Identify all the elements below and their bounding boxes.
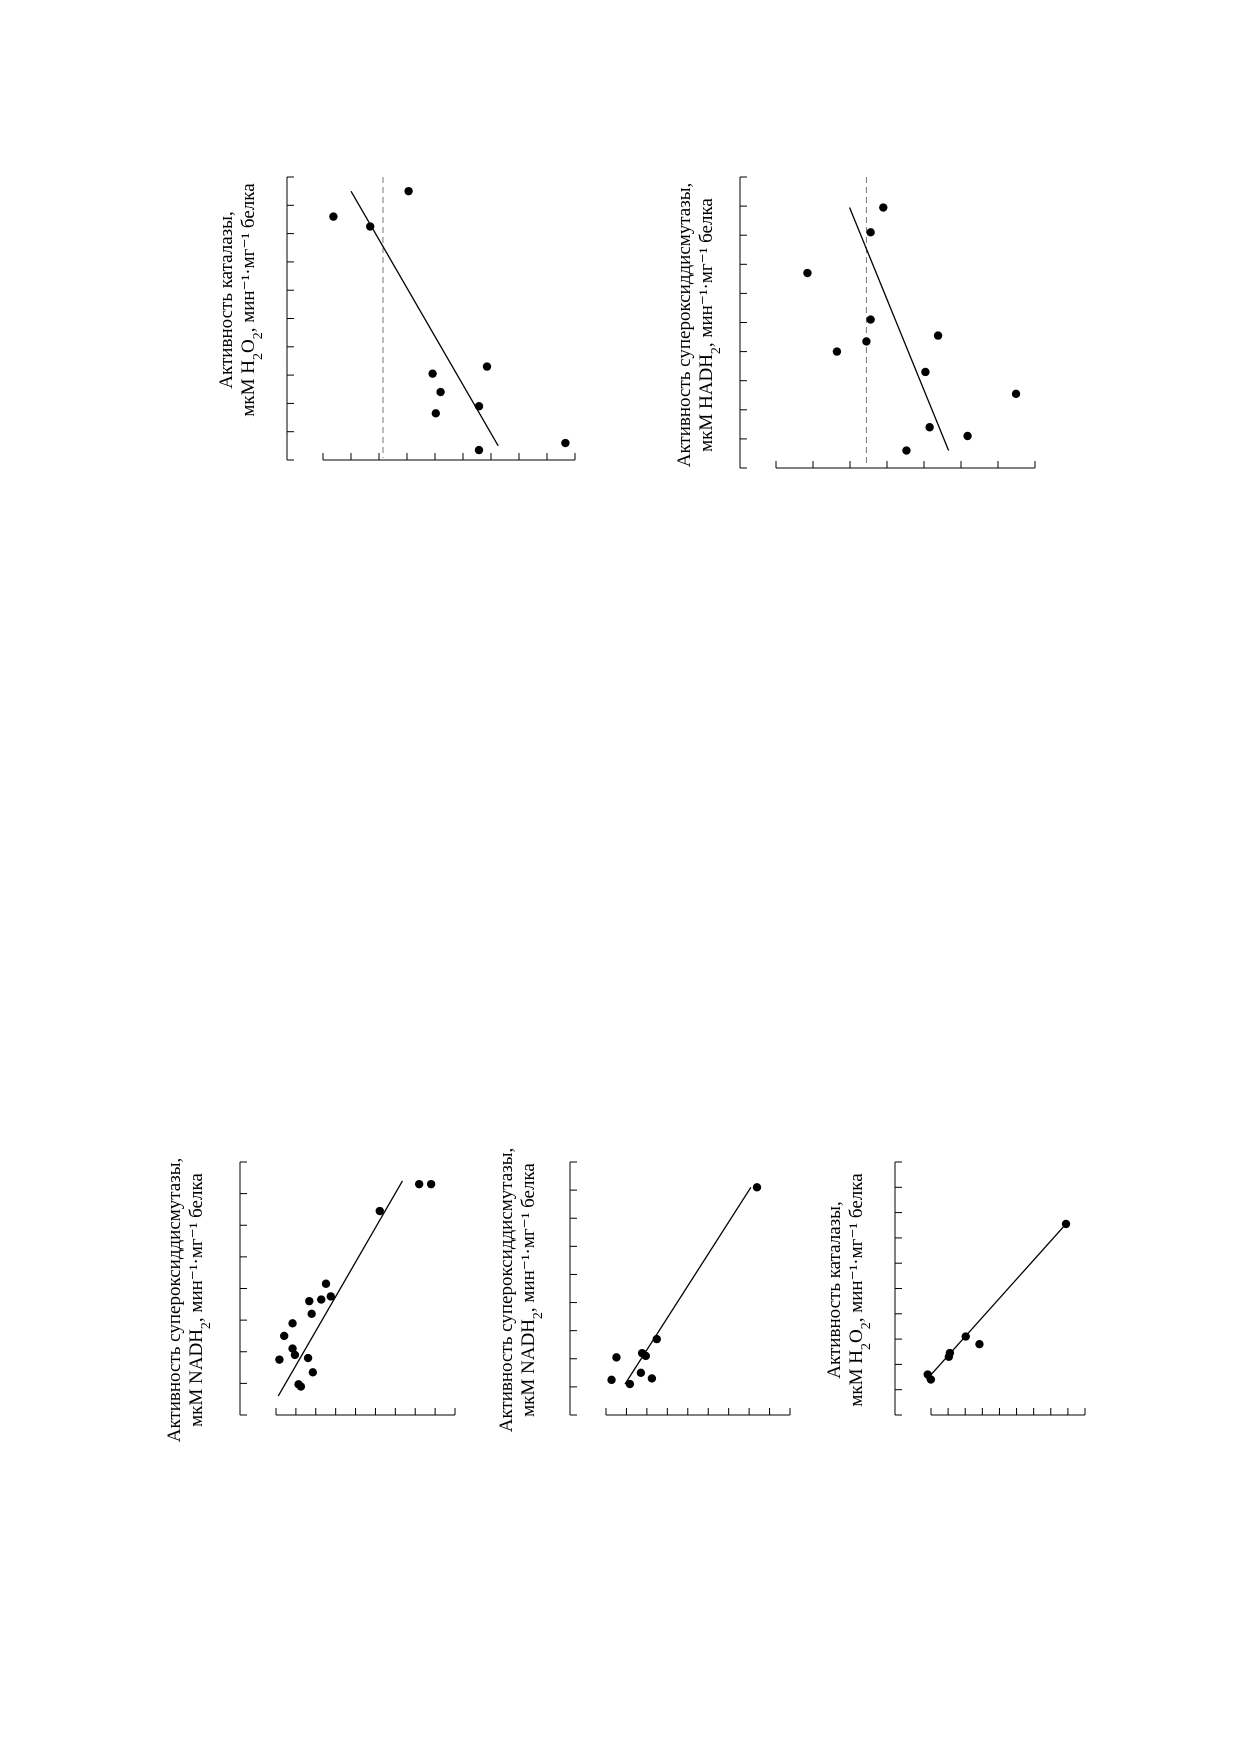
data-point	[637, 1369, 645, 1377]
y-axis-label-line2-mid: O	[846, 1329, 867, 1344]
data-point	[648, 1374, 656, 1382]
y-axis-label	[674, 183, 724, 468]
data-point	[924, 1370, 932, 1378]
chart-panel-3	[164, 1158, 455, 1443]
y-axis-label	[496, 1148, 546, 1433]
data-point	[427, 1180, 435, 1188]
y-axis-label-line1: Активность каталазы,	[216, 211, 237, 389]
chart-panel-1	[216, 177, 575, 460]
data-point	[329, 212, 337, 220]
y-axis-label-subscript: 2	[530, 1312, 546, 1320]
data-point	[475, 446, 483, 454]
data-point	[934, 331, 942, 339]
y-axis-label-line2: мкМ H	[846, 1350, 867, 1407]
fit-line	[278, 1181, 402, 1396]
data-point	[404, 187, 412, 195]
data-point	[294, 1380, 302, 1388]
data-point	[415, 1180, 423, 1188]
y-axis-label-subscript: 2	[858, 1343, 874, 1351]
y-axis-label-line2-mid: O	[238, 339, 259, 354]
data-point	[305, 1297, 313, 1305]
data-point	[921, 368, 929, 376]
chart-panel-2	[674, 177, 1035, 468]
y-axis-label-subscript: 2	[250, 332, 266, 340]
data-point	[638, 1349, 646, 1357]
data-point	[436, 388, 444, 396]
data-point	[280, 1332, 288, 1340]
data-point	[561, 439, 569, 447]
data-point	[946, 1349, 954, 1357]
y-axis-label-subscript: 2	[250, 353, 266, 361]
data-point	[327, 1292, 335, 1300]
y-axis-label	[164, 1158, 214, 1443]
data-point	[275, 1355, 283, 1363]
data-point	[866, 315, 874, 323]
y-axis-label-line2: мкМ НАDН	[696, 354, 717, 452]
data-point	[925, 423, 933, 431]
data-point	[307, 1310, 315, 1318]
y-axis-label	[824, 1173, 874, 1407]
data-point	[862, 337, 870, 345]
data-point	[366, 222, 374, 230]
data-point	[483, 362, 491, 370]
data-point	[653, 1335, 661, 1343]
data-point	[288, 1319, 296, 1327]
data-point	[833, 347, 841, 355]
y-axis-label-line2-suffix: , мин⁻¹·мг⁻¹ белка	[696, 198, 717, 348]
y-axis-label-line2-suffix: , мин⁻¹·мг⁻¹ белка	[518, 1163, 539, 1313]
data-point	[288, 1344, 296, 1352]
fit-line	[850, 208, 949, 451]
data-point	[866, 228, 874, 236]
y-axis-label-subscript: 2	[858, 1322, 874, 1330]
y-axis-label	[216, 183, 266, 417]
y-axis-label-line1: Активность супероксиддисмутазы,	[496, 1147, 517, 1433]
y-axis-label-line2: мкМ NADH	[186, 1329, 207, 1427]
y-axis-label-line1: Активность супероксиддисмутазы,	[164, 1157, 185, 1443]
y-axis-label-line2-suffix: , мин⁻¹·мг⁻¹ белка	[186, 1173, 207, 1323]
data-point	[432, 409, 440, 417]
y-axis-label-line2: мкМ NADH	[518, 1319, 539, 1417]
y-axis-label-line2-suffix: , мин⁻¹·мг⁻¹ белка	[238, 183, 259, 333]
data-point	[902, 446, 910, 454]
data-point	[317, 1295, 325, 1303]
data-point	[612, 1353, 620, 1361]
data-point	[626, 1380, 634, 1388]
data-point	[475, 402, 483, 410]
data-point	[428, 369, 436, 377]
y-axis-label-line2-suffix: , мин⁻¹·мг⁻¹ белка	[846, 1173, 867, 1323]
y-axis-label-line1: Активность каталазы,	[824, 1201, 845, 1379]
data-point	[962, 1332, 970, 1340]
data-point	[753, 1183, 761, 1191]
data-point	[376, 1207, 384, 1215]
data-point	[1012, 390, 1020, 398]
data-point	[304, 1354, 312, 1362]
y-axis-label-line1: Активность супероксиддисмутазы,	[674, 182, 695, 468]
data-point	[309, 1368, 317, 1376]
chart-panel-4	[496, 1148, 790, 1433]
chart-panel-5	[824, 1162, 1085, 1415]
data-point	[1062, 1220, 1070, 1228]
y-axis-label-subscript: 2	[708, 347, 724, 355]
data-point	[879, 203, 887, 211]
y-axis-label-subscript: 2	[198, 1322, 214, 1330]
data-point	[963, 432, 971, 440]
y-axis-label-line2: мкМ H	[238, 360, 259, 417]
data-point	[607, 1376, 615, 1384]
data-point	[803, 269, 811, 277]
data-point	[975, 1340, 983, 1348]
data-point	[322, 1280, 330, 1288]
